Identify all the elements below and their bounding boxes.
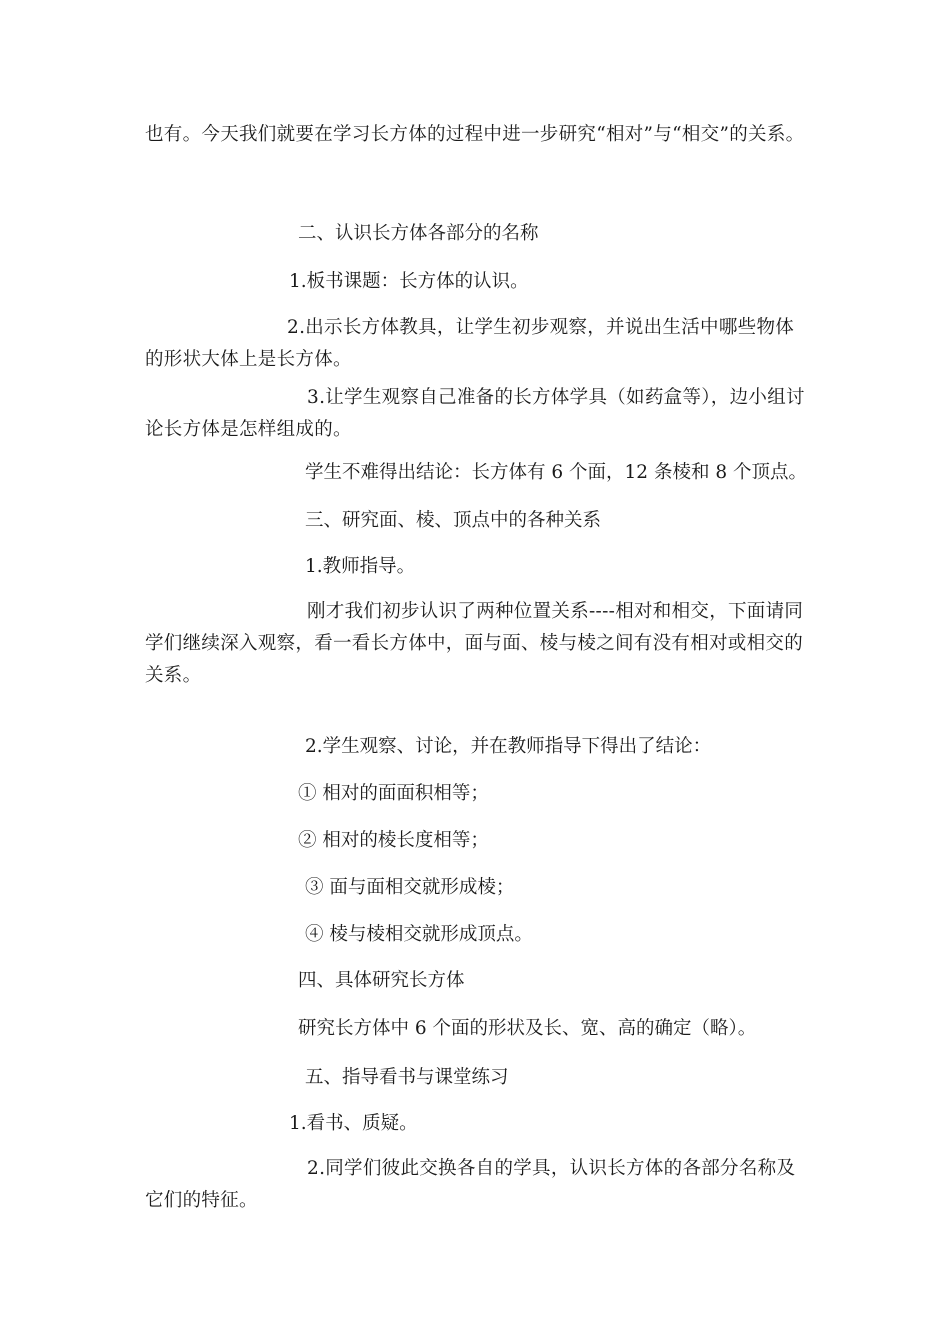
- paragraph-s3-3: 2.学生观察、讨论，并在教师指导下得出了结论：: [305, 736, 712, 757]
- section-heading-3: 三、研究面、棱、顶点中的各种关系: [305, 510, 602, 531]
- paragraph-s2-3: 3.让学生观察自己准备的长方体学具（如药盒等），边小组讨论长方体是怎样组成的。: [145, 387, 805, 440]
- paragraph-s5-1: 1.看书、质疑。: [289, 1113, 418, 1134]
- paragraph-s2-4: 学生不难得出结论：长方体有 6 个面，12 条棱和 8 个顶点。: [305, 462, 807, 483]
- section-heading-2: 二、认识长方体各部分的名称: [298, 223, 539, 244]
- paragraph-s5-2: 2.同学们彼此交换各自的学具，认识长方体的各部分名称及它们的特征。: [145, 1158, 796, 1211]
- paragraph-intro: 也有。今天我们就要在学习长方体的过程中进一步研究“相对”与“相交”的关系。: [145, 124, 805, 145]
- conclusion-item-1: ① 相对的面面积相等；: [298, 783, 489, 804]
- section-heading-4: 四、具体研究长方体: [298, 970, 465, 991]
- conclusion-item-4: ④ 棱与棱相交就形成顶点。: [305, 924, 533, 945]
- conclusion-item-3: ③ 面与面相交就形成棱；: [305, 877, 515, 898]
- section-heading-5: 五、指导看书与课堂练习: [305, 1067, 509, 1088]
- paragraph-s3-2: 刚才我们初步认识了两种位置关系----相对和相交，下面请同学们继续深入观察，看一看长方体中，面与面、棱与棱之间有没有相对或相交的关系。: [145, 601, 804, 686]
- paragraph-s4-1: 研究长方体中 6 个面的形状及长、宽、高的确定（略）。: [298, 1018, 757, 1039]
- paragraph-s2-1: 1.板书课题：长方体的认识。: [289, 271, 529, 292]
- conclusion-item-2: ② 相对的棱长度相等；: [298, 830, 489, 851]
- paragraph-s3-1: 1.教师指导。: [305, 556, 416, 577]
- paragraph-s2-2: 2.出示长方体教具，让学生初步观察，并说出生活中哪些物体的形状大体上是长方体。: [145, 317, 795, 370]
